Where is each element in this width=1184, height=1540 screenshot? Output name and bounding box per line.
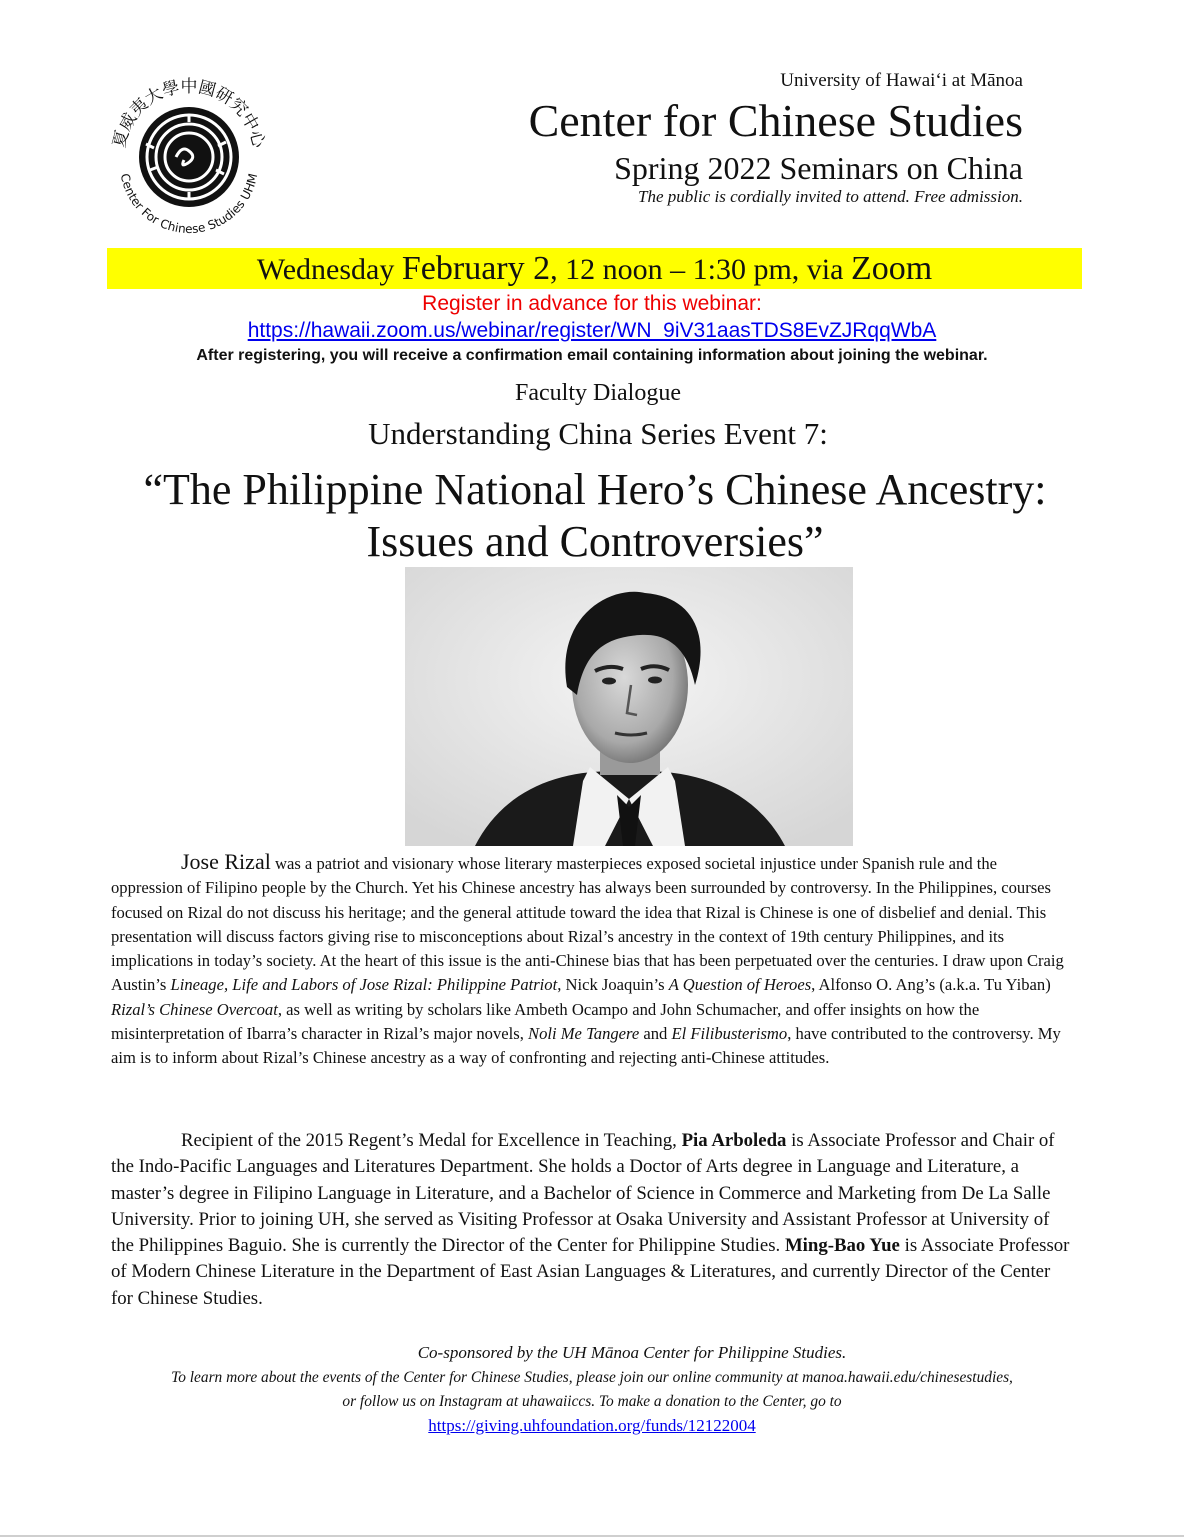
bio-text: Recipient of the 2015 Regent’s Medal for Excellence in Teaching, (181, 1130, 682, 1151)
abstract-text: , Alfonso O. Ang’s (a.k.a. Tu Yiban) (811, 975, 1051, 995)
abstract-text: and (639, 1024, 672, 1044)
center-name: Center for Chinese Studies (528, 95, 1023, 146)
book-title: Lineage, Life and Labors of Jose Rizal: Philippine Patriot (170, 975, 558, 995)
book-title: Noli Me Tangere (528, 1024, 640, 1044)
event-date-banner (107, 248, 1082, 289)
register-link[interactable]: https://hawaii.zoom.us/webinar/register/WN_9iV31aasTDS8EvZJRqqWbA (247, 319, 937, 342)
speaker-name: Ming-Bao Yue (784, 1235, 900, 1257)
event-date: February 2 (401, 250, 551, 287)
instagram-note: or follow us on Instagram at uhawaiiccs. To make a donation to the Center, go to (342, 1393, 842, 1410)
invitation-note: The public is cordially invited to attend. Free admission. (638, 187, 1023, 206)
header (383, 70, 1023, 208)
speaker-portrait (405, 567, 853, 846)
seminar-series: Spring 2022 Seminars on China (614, 150, 1023, 186)
speaker-bio (111, 1128, 1073, 1312)
event-time: , 12 noon – 1:30 pm, via (550, 253, 851, 286)
seal-logo-icon (106, 74, 272, 240)
book-title: Rizal’s Chinese Overcoat (111, 999, 278, 1019)
abstract-text: was a patriot and visionary whose literary masterpieces exposed societal injustice under Spanish rule and the oppression of Filipino people by the Church. Yet his Chinese ancestry has always been surrounded by controversy. In the Philippines, courses focused on Rizal do not discuss his heritage; and the general attitude toward the idea that Rizal is Chinese is one of disbelief and denial. This presentation will discuss factors giving rise to misconceptions about Rizal’s ancestry in the context of 19th century Philippines, and its implications in today’s society. At the heart of this issue is the anti-Chinese bias that has been perpetuated over the centuries. I draw upon Craig Austin’s (111, 854, 1064, 995)
logo-english-name: Center For Chinese Studies UHM (117, 172, 261, 237)
event-series: Understanding China Series Event 7: (368, 416, 828, 451)
register-label: Register in advance for this webinar: (422, 292, 762, 315)
book-title: A Question of Heroes (668, 975, 812, 995)
bio-text: is Associate Professor and Chair of the Indo-Pacific Languages and Literatures Department. She holds a Doctor of Arts degree in Language and Literature, a master’s degree in Filipino Language in Literature, and a Bachelor of Science in Commerce and Marketing from De La Salle University. Prior to joining UH, she served as Visiting Professor at Osaka University and Assistant Professor at University of the Philippines Baguio. She is currently the Director of the Center for Philippine Studies. (111, 1130, 1055, 1257)
event-type: Faculty Dialogue (515, 380, 681, 406)
portrait-photo-icon (405, 567, 853, 846)
speaker-name: Pia Arboleda (681, 1130, 787, 1151)
event-weekday: Wednesday (256, 253, 395, 286)
abstract-text: , Nick Joaquin’s (557, 975, 669, 995)
event-title: “The Philippine National Hero’s Chinese Ancestry: Issues and Controversies” (143, 465, 1047, 566)
event-platform: Zoom (850, 250, 933, 287)
registration-note: After registering, you will receive a confirmation email containing information about joining the webinar. (196, 347, 988, 364)
abstract-text: , as well as writing by scholars like Ambeth Ocampo and John Schumacher, and offer insights on how the misinterpretation of Ibarra’s character in Rizal’s major novels, (111, 999, 980, 1044)
bio-text: is Associate Professor of Modern Chinese Literature in the Department of East Asian Languages & Literatures, and currently Director of the Center for Chinese Studies. (111, 1235, 1070, 1309)
page-bottom-rule (0, 1535, 1184, 1537)
subject-name: Jose Rizal (181, 849, 271, 874)
center-logo (106, 74, 272, 240)
community-note: To learn more about the events of the Center for Chinese Studies, please join our online community at manoa.hawaii.edu/chinesestudies, (171, 1369, 1013, 1386)
abstract-text: , have contributed to the controversy. My aim is to inform about Rizal’s Chinese ancestry as a way of confronting and rejecting anti-Chinese attitudes. (111, 1024, 1061, 1068)
university-name: University of Hawaiʻi at Mānoa (780, 70, 1023, 91)
cosponsor-note: Co-sponsored by the UH Mānoa Center for Philippine Studies. (417, 1343, 847, 1362)
donation-link[interactable]: https://giving.uhfoundation.org/funds/12122004 (428, 1416, 756, 1435)
event-abstract (111, 850, 1073, 1071)
logo-chinese-name: 夏威夷大學中國研究中心 (109, 77, 269, 150)
book-title: El Filibusterismo (671, 1024, 788, 1044)
